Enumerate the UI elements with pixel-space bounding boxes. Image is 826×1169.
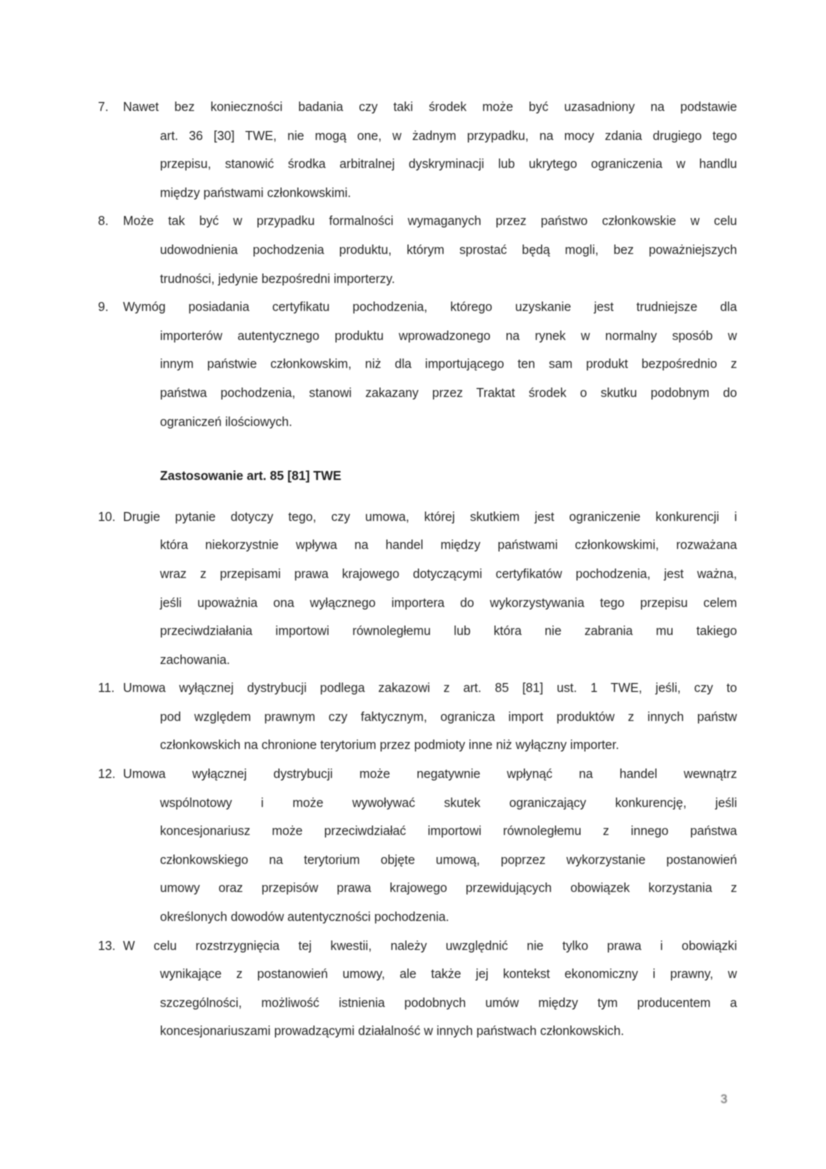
paragraph-line: umowy oraz przepisów prawa krajowego przewidujących obowiązek korzystania z bbox=[160, 881, 737, 896]
item-text: Nawet bez konieczności badania czy taki środek może być uzasadniony na podstawie bbox=[123, 100, 737, 114]
list-item bbox=[98, 932, 737, 1046]
paragraph-line: wraz z przepisami prawa krajowego dotyczącymi certyfikatów pochodzenia, jest ważna, bbox=[160, 566, 737, 581]
paragraph-line bbox=[98, 207, 737, 236]
item-number: 12. bbox=[98, 767, 116, 782]
paragraph-line: art. 36 [30] TWE, nie mogą one, w żadnym przypadku, na mocy zdania drugiego tego bbox=[160, 128, 737, 143]
paragraph-line: ograniczeń ilościowych. bbox=[160, 414, 293, 429]
document-body bbox=[98, 93, 737, 1046]
paragraph-line: przepisu, stanowić środka arbitralnej dyskryminacji lub ukrytego ograniczenia w handlu bbox=[160, 157, 737, 172]
paragraph-line: między państwami członkowskimi. bbox=[160, 185, 352, 200]
paragraph-line: trudności, jedynie bezpośredni importerzy. bbox=[160, 271, 395, 286]
paragraph-line: określonych dowodów autentyczności pochodzenia. bbox=[160, 910, 450, 925]
paragraph-line: pod względem prawnym czy faktycznym, ogranicza import produktów z innych państw bbox=[160, 709, 737, 724]
list-item bbox=[98, 674, 737, 760]
paragraph-list-top bbox=[98, 93, 737, 436]
paragraph-line bbox=[98, 760, 737, 789]
item-number: 7. bbox=[98, 100, 109, 114]
item-text: Może tak być w przypadku formalności wymaganych przez państwo członkowskie w celu bbox=[123, 214, 737, 229]
list-item bbox=[98, 760, 737, 932]
paragraph-line: zachowania. bbox=[160, 652, 231, 667]
section-heading: Zastosowanie art. 85 [81] TWE bbox=[160, 469, 342, 484]
item-number: 8. bbox=[98, 214, 109, 229]
item-number: 11. bbox=[98, 681, 115, 696]
list-item bbox=[98, 207, 737, 293]
paragraph-line: państwa pochodzenia, stanowi zakazany przez Traktat środek o skutku podobnym do bbox=[160, 385, 737, 400]
list-item bbox=[98, 503, 737, 675]
paragraph-line: która niekorzystnie wpływa na handel między państwami członkowskimi, rozważana bbox=[160, 538, 737, 553]
paragraph-line: wynikające z postanowień umowy, ale także jej kontekst ekonomiczny i prawny, w bbox=[160, 967, 737, 982]
item-text: Umowa wyłącznej dystrybucji może negatywnie wpłynąć na handel wewnątrz bbox=[123, 767, 737, 782]
item-text: Umowa wyłącznej dystrybucji podlega zakazowi z art. 85 [81] ust. 1 TWE, jeśli, czy to bbox=[123, 681, 737, 696]
item-text: Drugie pytanie dotyczy tego, czy umowa, której skutkiem jest ograniczenie konkurencji i bbox=[123, 509, 737, 524]
item-number: 13. bbox=[98, 938, 116, 953]
paragraph-line: koncesjonariuszami prowadzącymi działalność w innych państwach członkowskich. bbox=[160, 1024, 625, 1039]
paragraph-line: koncesjonariusz może przeciwdziałać importowi równoległemu z innego państwa bbox=[160, 824, 737, 839]
item-number: 10. bbox=[98, 509, 116, 524]
paragraph-line bbox=[98, 932, 737, 961]
paragraph-line bbox=[98, 503, 737, 532]
paragraph-list-bottom bbox=[98, 503, 737, 1046]
list-item bbox=[98, 93, 737, 207]
paragraph-line bbox=[98, 293, 737, 322]
paragraph-line: członkowskiego na terytorium objęte umową, poprzez wykorzystanie postanowień bbox=[160, 852, 737, 867]
paragraph-line: innym państwie członkowskim, niż dla importującego ten sam produkt bezpośrednio z bbox=[160, 357, 737, 372]
paragraph-line: udowodnienia pochodzenia produktu, którym sprostać będą mogli, bez poważniejszych bbox=[160, 242, 737, 257]
paragraph-line bbox=[98, 674, 737, 703]
item-number: 9. bbox=[98, 300, 109, 315]
paragraph-line: przeciwdziałania importowi równoległemu lub która nie zabrania mu takiego bbox=[160, 624, 737, 639]
list-item bbox=[98, 293, 737, 436]
item-text: W celu rozstrzygnięcia tej kwestii, należy uwzględnić nie tylko prawa i obowiązki bbox=[123, 938, 737, 953]
paragraph-line bbox=[98, 93, 737, 122]
paragraph-line: jeśli upoważnia ona wyłącznego importera do wykorzystywania tego przepisu celem bbox=[160, 595, 737, 610]
item-text: Wymóg posiadania certyfikatu pochodzenia, którego uzyskanie jest trudniejsze dla bbox=[123, 300, 737, 315]
paragraph-line: importerów autentycznego produktu wprowadzonego na rynek w normalny sposób w bbox=[160, 328, 737, 343]
paragraph-line: szczególności, możliwość istnienia podobnych umów między tym producentem a bbox=[160, 995, 737, 1010]
paragraph-line: wspólnotowy i może wywoływać skutek ograniczający konkurencję, jeśli bbox=[160, 795, 737, 810]
page-number: 3 bbox=[720, 1092, 728, 1106]
paragraph-line: członkowskich na chronione terytorium przez podmioty inne niż wyłączny importer. bbox=[160, 738, 620, 753]
